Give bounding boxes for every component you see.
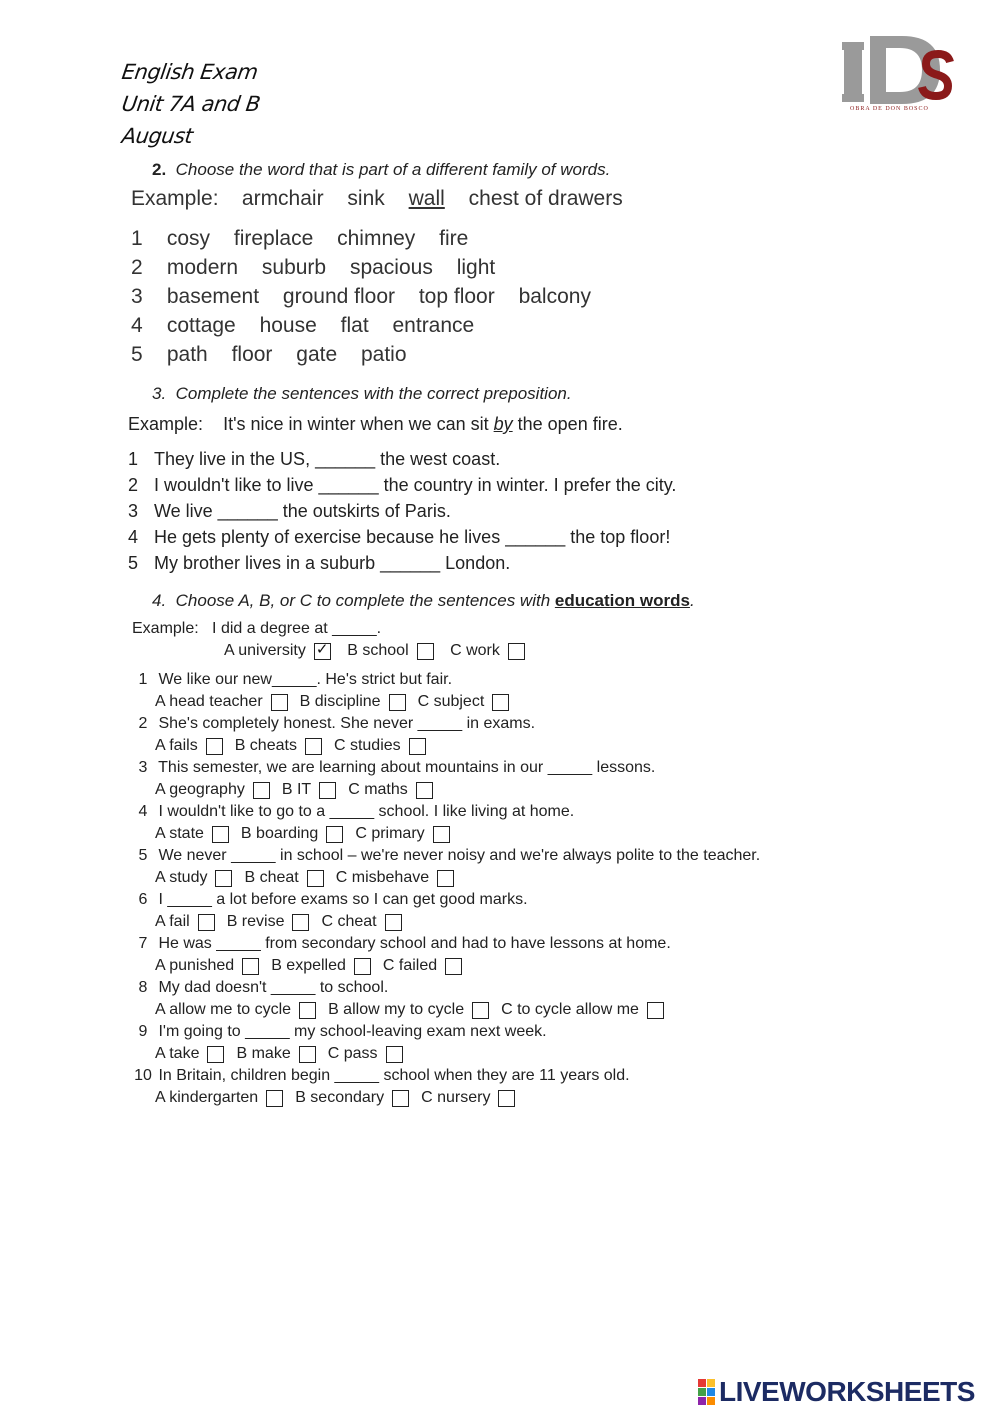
option-label: B IT	[281, 781, 312, 798]
brand-text: LIVEWORKSHEETS	[719, 1376, 975, 1407]
list-item[interactable]	[128, 553, 676, 579]
option-label: A take	[155, 1045, 200, 1062]
checkbox[interactable]	[299, 1002, 316, 1019]
checkbox[interactable]	[437, 870, 454, 887]
example-text: the open fire.	[512, 414, 623, 434]
word-option[interactable]: ground floor	[282, 285, 395, 308]
option	[155, 869, 232, 887]
question-text: I _____ a lot before exams so I can get good marks.	[158, 891, 528, 908]
checkbox[interactable]	[492, 694, 509, 711]
option	[383, 957, 462, 975]
sentence-text: They live in the US, ______ the west coast.	[154, 449, 501, 469]
item-number: 3	[128, 501, 139, 521]
word-option[interactable]: spacious	[349, 256, 433, 279]
section2-example	[131, 187, 641, 211]
checkbox[interactable]	[319, 782, 336, 799]
liveworksheets-brand	[698, 1376, 975, 1408]
example-label: Example:	[128, 414, 204, 434]
option-label: A fail	[155, 913, 190, 930]
checkbox[interactable]	[212, 826, 229, 843]
option	[155, 1089, 283, 1107]
option-label: A punished	[155, 957, 235, 974]
section4-keyword: education words	[554, 591, 690, 610]
option	[421, 1089, 515, 1107]
word-option[interactable]: house	[259, 314, 317, 337]
option	[224, 642, 331, 660]
section3-number: 3.	[152, 384, 167, 403]
section3-instruction-text: Complete the sentences with the correct preposition.	[175, 384, 572, 403]
section2-list	[131, 227, 609, 372]
option	[155, 693, 288, 711]
option-label: C work	[450, 642, 500, 659]
section4-instruction-end: .	[689, 591, 695, 610]
option-label: A kindergarten	[155, 1089, 259, 1106]
word-option[interactable]: path	[166, 343, 208, 366]
checkbox[interactable]	[292, 914, 309, 931]
option-label: C subject	[417, 693, 485, 710]
list-item	[131, 227, 609, 256]
option-label: B discipline	[299, 693, 381, 710]
option-label: B secondary	[295, 1089, 385, 1106]
question-text: I'm going to _____ my school-leaving exam next week.	[158, 1023, 547, 1040]
option-label: B allow my to cycle	[328, 1001, 465, 1018]
example-label: Example:	[132, 620, 199, 637]
option-label: A state	[155, 825, 204, 842]
checkbox[interactable]	[472, 1002, 489, 1019]
question-text: He was _____ from secondary school and had to have lessons at home.	[158, 935, 671, 952]
option-label: B boarding	[240, 825, 319, 842]
word-option[interactable]: balcony	[518, 285, 591, 308]
option-label: A allow me to cycle	[155, 1001, 292, 1018]
option	[155, 825, 229, 843]
option	[347, 642, 433, 660]
section2-instruction	[152, 160, 610, 180]
option	[295, 1089, 409, 1107]
example-answer: by	[493, 414, 513, 434]
checked-checkbox[interactable]	[314, 643, 331, 660]
checkbox[interactable]	[445, 958, 462, 975]
question-text: We like our new_____. He's strict but fair.	[158, 671, 453, 688]
question-row	[132, 715, 760, 737]
checkbox[interactable]	[266, 1090, 283, 1107]
checkbox[interactable]	[417, 643, 434, 660]
item-number: 5	[128, 553, 139, 573]
section4-instruction-text: Choose A, B, or C to complete the sentences with	[175, 591, 555, 610]
option	[348, 781, 433, 799]
word-option[interactable]: gate	[296, 343, 338, 366]
exam-unit: Unit 7A and B	[120, 92, 262, 116]
checkbox[interactable]	[307, 870, 324, 887]
sentence-text: My brother lives in a suburb ______ London.	[154, 553, 511, 573]
option-label: C studies	[333, 737, 401, 754]
checkbox[interactable]	[386, 1046, 403, 1063]
question-text: We never _____ in school – we're never noisy and we're always polite to the teacher.	[158, 847, 761, 864]
option-label: A fails	[155, 737, 198, 754]
checkbox[interactable]	[207, 1046, 224, 1063]
option	[155, 1045, 224, 1063]
option	[321, 913, 401, 931]
item-number: 3	[131, 285, 143, 308]
option-label: C cheat	[321, 913, 377, 930]
checkbox[interactable]	[271, 694, 288, 711]
option-label: A university	[224, 642, 306, 659]
item-number: 4	[131, 314, 143, 337]
checkbox[interactable]	[326, 826, 343, 843]
options-row	[132, 913, 760, 935]
question-row	[132, 759, 760, 781]
word-option[interactable]: cosy	[166, 227, 211, 250]
item-number: 8	[138, 979, 148, 996]
sentence-text: I wouldn't like to live ______ the country in winter. I prefer the city.	[154, 475, 677, 495]
question-row	[132, 1067, 760, 1089]
option	[155, 913, 215, 931]
item-number: 5	[131, 343, 143, 366]
word-option[interactable]: entrance	[392, 314, 475, 337]
option	[328, 1001, 489, 1019]
option	[155, 957, 259, 975]
list-item[interactable]	[128, 449, 676, 475]
item-number: 4	[128, 527, 139, 547]
item-number: 1	[131, 227, 143, 250]
checkbox[interactable]	[242, 958, 259, 975]
option	[336, 869, 454, 887]
word-option[interactable]: floor	[231, 343, 273, 366]
item-number: 2	[128, 475, 139, 495]
option	[271, 957, 371, 975]
question-row	[132, 671, 760, 693]
ids-logo-icon	[842, 32, 960, 116]
option-label: C maths	[348, 781, 408, 798]
exam-title: English Exam	[120, 60, 260, 84]
option	[241, 825, 343, 843]
item-number: 1	[138, 671, 148, 688]
option-label: B expelled	[271, 957, 346, 974]
checkbox[interactable]	[305, 738, 322, 755]
checkbox[interactable]	[198, 914, 215, 931]
logo-subtitle: OBRA DE DON BOSCO	[850, 106, 929, 112]
list-item	[131, 285, 609, 314]
question-row	[132, 847, 760, 869]
checkbox[interactable]	[392, 1090, 409, 1107]
option-label: B cheat	[244, 869, 299, 886]
checkbox[interactable]	[647, 1002, 664, 1019]
list-item[interactable]	[128, 527, 676, 553]
section3-instruction	[152, 384, 572, 404]
section2-number: 2.	[152, 160, 167, 179]
option	[334, 737, 426, 755]
section3-list	[128, 449, 676, 579]
options-row	[132, 1089, 760, 1111]
word-option[interactable]: modern	[166, 256, 239, 279]
section4-example	[132, 620, 381, 638]
checkbox[interactable]	[433, 826, 450, 843]
question-row	[132, 979, 760, 1001]
option	[501, 1001, 664, 1019]
item-number: 7	[138, 935, 148, 952]
option	[300, 693, 406, 711]
option-label: C failed	[382, 957, 438, 974]
item-number: 9	[138, 1023, 148, 1040]
option	[282, 781, 336, 799]
option-label: A geography	[155, 781, 245, 798]
list-item	[131, 256, 609, 285]
checkbox[interactable]	[206, 738, 223, 755]
word-option[interactable]: suburb	[261, 256, 327, 279]
example-word: sink	[347, 187, 385, 210]
question-text: My dad doesn't _____ to school.	[158, 979, 389, 996]
option	[155, 781, 270, 799]
list-item[interactable]	[128, 501, 676, 527]
checkbox[interactable]	[498, 1090, 515, 1107]
option-label: C nursery	[421, 1089, 491, 1106]
list-item[interactable]	[128, 475, 676, 501]
question-row	[132, 935, 760, 957]
item-number: 6	[138, 891, 148, 908]
option-label: B school	[347, 642, 409, 659]
option-label: B cheats	[234, 737, 297, 754]
word-option[interactable]: chimney	[337, 227, 416, 250]
checkbox[interactable]	[299, 1046, 316, 1063]
question-row	[132, 891, 760, 913]
example-text: It's nice in winter when we can sit	[223, 414, 494, 434]
option-label: C pass	[327, 1045, 378, 1062]
option	[236, 1045, 315, 1063]
checkbox[interactable]	[389, 694, 406, 711]
exam-month: August	[120, 124, 195, 148]
option	[328, 1045, 403, 1063]
option-label: B revise	[226, 913, 285, 930]
question-row	[132, 1023, 760, 1045]
example-word: armchair	[241, 187, 324, 210]
option-label: A head teacher	[155, 693, 263, 710]
options-row	[132, 737, 760, 759]
item-number: 3	[138, 759, 148, 776]
section4-list	[132, 671, 760, 1111]
example-text: I did a degree at _____.	[212, 620, 382, 637]
checkbox[interactable]	[253, 782, 270, 799]
list-item	[131, 343, 609, 372]
options-row	[132, 693, 760, 715]
word-option[interactable]: patio	[360, 343, 407, 366]
option-label: B make	[236, 1045, 291, 1062]
option-label: A study	[155, 869, 208, 886]
options-row	[132, 1001, 760, 1023]
section3-example	[128, 414, 623, 435]
item-number: 1	[128, 449, 139, 469]
word-option[interactable]: basement	[166, 285, 260, 308]
item-number: 10	[134, 1067, 152, 1084]
example-answer: wall	[408, 187, 445, 210]
item-number: 4	[138, 803, 148, 820]
option	[244, 869, 323, 887]
option	[418, 693, 510, 711]
question-text: She's completely honest. She never _____ in exams.	[158, 715, 536, 732]
checkbox[interactable]	[508, 643, 525, 660]
options-row	[132, 957, 760, 979]
word-option[interactable]: light	[456, 256, 496, 279]
sentence-text: We live ______ the outskirts of Paris.	[154, 501, 451, 521]
liveworksheets-logo-icon	[698, 1379, 715, 1405]
option-label: C to cycle allow me	[501, 1001, 639, 1018]
question-text: I wouldn't like to go to a _____ school. I like living at home.	[158, 803, 575, 820]
option	[235, 737, 322, 755]
question-text: This semester, we are learning about mountains in our _____ lessons.	[158, 759, 656, 776]
word-option[interactable]: fireplace	[233, 227, 314, 250]
question-text: In Britain, children begin _____ school when they are 11 years old.	[158, 1067, 630, 1084]
school-logo	[842, 32, 960, 116]
checkbox[interactable]	[416, 782, 433, 799]
example-label: Example:	[131, 187, 219, 210]
checkbox[interactable]	[215, 870, 232, 887]
options-row	[132, 869, 760, 891]
option	[355, 825, 449, 843]
example-word: chest of drawers	[468, 187, 623, 210]
checkbox[interactable]	[409, 738, 426, 755]
section2-instruction-text: Choose the word that is part of a different family of words.	[175, 160, 611, 179]
option	[450, 642, 525, 660]
checkbox[interactable]	[354, 958, 371, 975]
options-row	[132, 781, 760, 803]
option	[155, 737, 223, 755]
word-option[interactable]: fire	[439, 227, 469, 250]
question-row	[132, 803, 760, 825]
sentence-text: He gets plenty of exercise because he lives ______ the top floor!	[154, 527, 671, 547]
option	[155, 1001, 316, 1019]
checkbox[interactable]	[385, 914, 402, 931]
item-number: 5	[138, 847, 148, 864]
section4-number: 4.	[152, 591, 167, 610]
option-label: C misbehave	[335, 869, 430, 886]
section4-instruction	[152, 591, 695, 611]
list-item	[131, 314, 609, 343]
word-option[interactable]: flat	[340, 314, 369, 337]
section4-example-options	[224, 642, 537, 660]
word-option[interactable]: cottage	[166, 314, 236, 337]
options-row	[132, 1045, 760, 1067]
options-row	[132, 825, 760, 847]
word-option[interactable]: top floor	[418, 285, 495, 308]
item-number: 2	[131, 256, 143, 279]
option-label: C primary	[355, 825, 425, 842]
item-number: 2	[138, 715, 148, 732]
option	[227, 913, 310, 931]
